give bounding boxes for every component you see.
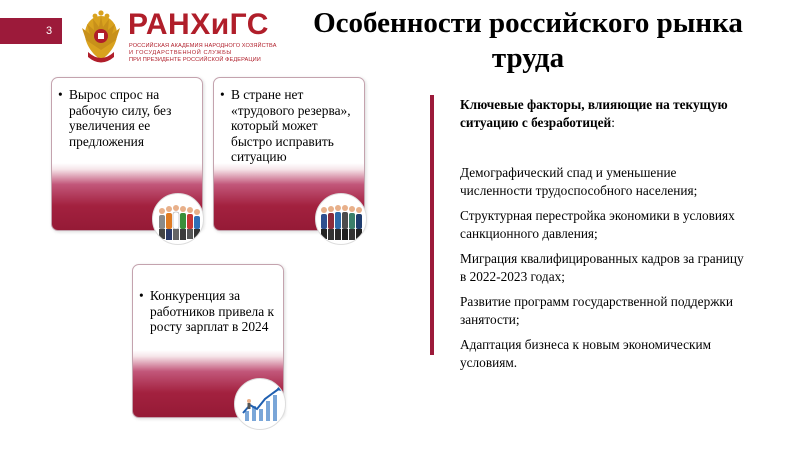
factor-item: Миграция квалифицированных кадров за границу в 2022-2023 годах; (460, 251, 744, 284)
growth-chart-icon (234, 378, 286, 430)
card-text: • Вырос спрос на рабочую силу, без увеличения ее предложения (58, 87, 196, 149)
factor-item: Адаптация бизнеса к новым экономическим условиям. (460, 337, 712, 370)
card-text: • Конкуренция за работников привела к росту зарплат в 2024 (139, 288, 277, 335)
slide-title-line-1: Особенности российского рынка (313, 7, 743, 39)
logo-line-1: РОССИЙСКАЯ АКАДЕМИЯ НАРОДНОГО ХОЗЯЙСТВА (129, 43, 277, 49)
accent-divider (430, 95, 434, 355)
workers-icon (152, 193, 204, 245)
factor-item: Развитие программ государственной поддержки занятости; (460, 294, 733, 327)
logo-wordmark: РАНХиГС (128, 8, 269, 41)
ranepa-logo (78, 10, 278, 66)
double-headed-eagle-emblem-icon (78, 10, 124, 66)
people-group-icon (315, 193, 367, 245)
logo-line-3: ПРИ ПРЕЗИДЕНТЕ РОССИЙСКОЙ ФЕДЕРАЦИИ (129, 57, 261, 63)
slide-title (268, 6, 788, 76)
factors-heading-colon: : (611, 114, 615, 130)
factors-heading (460, 96, 775, 131)
factor-item: Демографический спад и уменьшение численности трудоспособного населения; (460, 165, 698, 198)
factors-heading-text: Ключевые факторы, влияющие на текущую ситуацию с безработицей (460, 97, 728, 130)
logo-line-2: И ГОСУДАРСТВЕННОЙ СЛУЖБЫ (129, 50, 232, 56)
page-number: 3 (45, 25, 53, 37)
slide-title-line-2: труда (491, 42, 565, 74)
card-text: • В стране нет «трудового резерва», который может быстро исправить ситуацию (220, 87, 358, 165)
factor-item: Структурная перестройка экономики в условиях санкционного давления; (460, 208, 735, 241)
